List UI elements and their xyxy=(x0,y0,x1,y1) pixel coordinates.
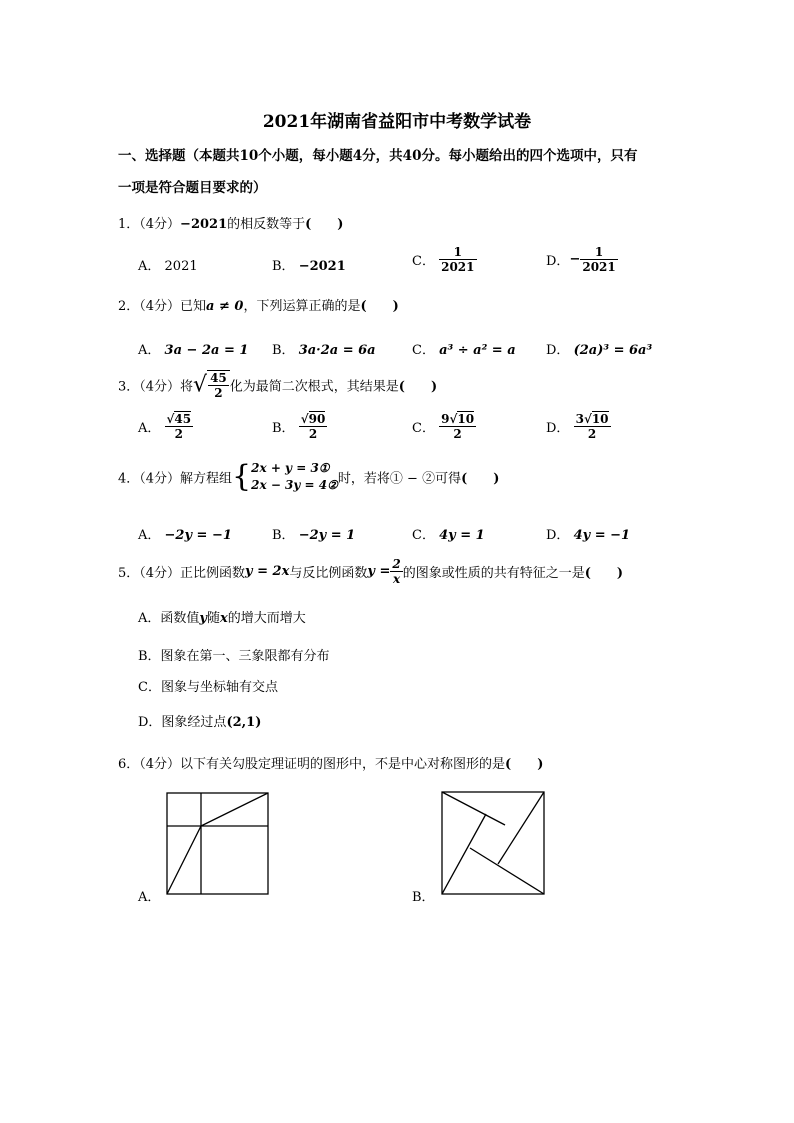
q3-option-d-label: D． xyxy=(546,421,570,436)
question-4-paren: ( ) xyxy=(461,471,500,487)
q2-option-c-label: C． xyxy=(412,343,435,358)
question-4-text: 时，若将① − ②可得 xyxy=(337,471,462,487)
question-1-text: 的相反数等于 xyxy=(227,217,306,232)
equation-1: 2x + y = 3① xyxy=(251,461,330,475)
figure-b-segment-2 xyxy=(498,792,544,864)
figure-b-segment-3 xyxy=(470,848,544,894)
q5-option-c: C．图象与坐标轴有交点 xyxy=(138,680,278,695)
question-3 xyxy=(118,370,437,400)
section-header-line2: 一项是符合题目要求的） xyxy=(118,180,267,196)
question-1 xyxy=(118,213,343,232)
question-6-text: 6．（4分）以下有关勾股定理证明的图形中，不是中心对称图形的是 xyxy=(118,757,506,772)
q1-option-c xyxy=(412,245,477,274)
question-5-text: 的图象或性质的共有特征之一是 xyxy=(402,566,585,581)
question-3-text: 化为最简二次根式，其结果是 xyxy=(229,379,399,395)
q4-option-d xyxy=(546,524,630,543)
question-5-prefix: 5．（4分）正比例函数 xyxy=(118,566,246,581)
q2-option-c-value: a³ ÷ a² = a xyxy=(439,343,516,358)
q4-option-d-label: D． xyxy=(546,528,570,543)
page-title: 2021年湖南省益阳市中考数学试卷 xyxy=(262,112,532,132)
question-6-paren: ( ) xyxy=(505,757,544,772)
q4-option-a xyxy=(138,524,232,543)
figure-a-outer-square xyxy=(167,793,268,894)
q3-option-a-fraction: $\frac{√45}{2}$ xyxy=(166,412,192,441)
q4-option-a-label: A． xyxy=(138,528,161,543)
q3-option-b-label: B． xyxy=(272,421,295,436)
q2-option-d-value: (2a)³ = 6a³ xyxy=(573,343,653,358)
question-2-prefix: 2．（4分）已知 xyxy=(118,299,207,314)
q1-option-a-value: 2021 xyxy=(164,259,198,274)
q5-option-a xyxy=(138,607,306,626)
q3-option-d-fraction: $\frac{3√10}{2}$ xyxy=(575,412,609,441)
figure-b-outer-square xyxy=(442,792,544,894)
q2-option-a-label: A． xyxy=(138,343,161,358)
q1-option-b xyxy=(272,255,346,274)
q3-option-c-label: C． xyxy=(412,421,435,436)
q2-option-b-value: 3a·2a = 6a xyxy=(298,343,376,358)
question-1-prefix: 1．（4分） xyxy=(118,217,181,232)
question-5-function-1: y = 2x xyxy=(245,564,290,579)
q5-option-a-mid: 随 xyxy=(206,611,220,626)
q3-option-a-label: A． xyxy=(138,421,161,436)
figure-b-diagram xyxy=(436,786,551,898)
q3-option-c xyxy=(412,412,476,441)
figure-a-diagram xyxy=(160,788,275,898)
q5-option-a-text: A．函数值 xyxy=(138,611,200,626)
q1-option-d xyxy=(546,245,618,274)
q5-option-a-y: y xyxy=(199,611,207,626)
q1-option-b-value: −2021 xyxy=(298,259,346,274)
q4-option-c-label: C． xyxy=(412,528,435,543)
question-2 xyxy=(118,295,399,314)
question-6 xyxy=(118,753,543,772)
q2-option-b-label: B． xyxy=(272,343,295,358)
question-2-paren: ( ) xyxy=(360,299,399,314)
equation-system-brace: { xyxy=(232,459,252,494)
question-5 xyxy=(118,557,623,586)
question-2-text: ，下列运算正确的是 xyxy=(243,299,361,314)
figure-b-segment-1 xyxy=(442,792,505,825)
q2-option-b xyxy=(272,339,376,358)
figure-a-diagonal-lower xyxy=(167,826,201,894)
q2-option-a-value: 3a − 2a = 1 xyxy=(164,343,249,358)
q1-option-b-label: B． xyxy=(272,259,295,274)
q3-option-c-fraction: $\frac{9√10}{2}$ xyxy=(441,412,475,441)
question-3-paren: ( ) xyxy=(398,379,438,395)
q4-option-c xyxy=(412,524,485,543)
q4-option-b xyxy=(272,524,355,543)
question-5-mid: 与反比例函数 xyxy=(289,566,368,581)
q3-option-b-fraction: $\frac{√90}{2}$ xyxy=(300,412,326,441)
q5-option-d-text: D．图象经过点 xyxy=(138,715,227,730)
question-4-prefix: 4．（4分）解方程组 xyxy=(118,471,233,487)
q2-option-d xyxy=(546,339,652,358)
question-2-condition: a ≠ 0 xyxy=(206,299,244,314)
q4-option-c-value: 4y = 1 xyxy=(439,528,485,543)
q5-option-d xyxy=(138,711,261,730)
q3-option-a xyxy=(138,412,193,441)
q4-option-b-label: B． xyxy=(272,528,295,543)
section-header-line1: 一、选择题（本题共10个小题，每小题4分，共40分。每小题给出的四个选项中，只有 xyxy=(118,148,638,164)
q6-option-b-label: B． xyxy=(412,890,435,905)
q1-option-d-label: D． xyxy=(546,254,570,269)
q2-option-d-label: D． xyxy=(546,343,570,358)
figure-a-diagonal-upper xyxy=(201,793,268,826)
question-1-paren: ( ) xyxy=(305,217,344,232)
q4-option-b-value: −2y = 1 xyxy=(298,528,356,543)
equation-2: 2x − 3y = 4② xyxy=(251,478,338,492)
q2-option-a xyxy=(138,339,248,358)
q6-option-a-label: A． xyxy=(138,890,161,905)
question-5-function-2-fraction: $\frac{2}{x}$ xyxy=(392,557,401,586)
question-5-paren: ( ) xyxy=(584,566,624,581)
q5-option-a-x: x xyxy=(219,611,228,626)
question-3-radical: √ $\frac{45}{2}$ xyxy=(193,370,230,400)
q1-option-a xyxy=(138,255,198,274)
question-1-expr: −2021 xyxy=(180,217,228,232)
q4-option-d-value: 4y = −1 xyxy=(573,528,631,543)
q1-option-c-fraction: $\frac{1}{2021}$ xyxy=(441,245,475,274)
q1-option-d-sign: − xyxy=(569,252,581,267)
q5-option-b: B．图象在第一、三象限都有分布 xyxy=(138,649,330,664)
question-3-prefix: 3．（4分）将 xyxy=(118,379,194,395)
equation-system xyxy=(251,460,338,494)
q5-option-a-end: 的增大而增大 xyxy=(227,611,306,626)
q1-option-d-fraction: $\frac{1}{2021}$ xyxy=(582,245,616,274)
q4-option-a-value: −2y = −1 xyxy=(164,528,232,543)
q3-option-d xyxy=(546,412,611,441)
q3-option-b xyxy=(272,412,327,441)
q2-option-c xyxy=(412,339,516,358)
q1-option-c-label: C． xyxy=(412,254,435,269)
question-5-function-2-lhs: y = xyxy=(367,564,391,579)
q1-option-a-label: A． xyxy=(138,259,161,274)
question-4 xyxy=(118,460,499,494)
q5-option-d-point: (2,1) xyxy=(226,715,262,730)
